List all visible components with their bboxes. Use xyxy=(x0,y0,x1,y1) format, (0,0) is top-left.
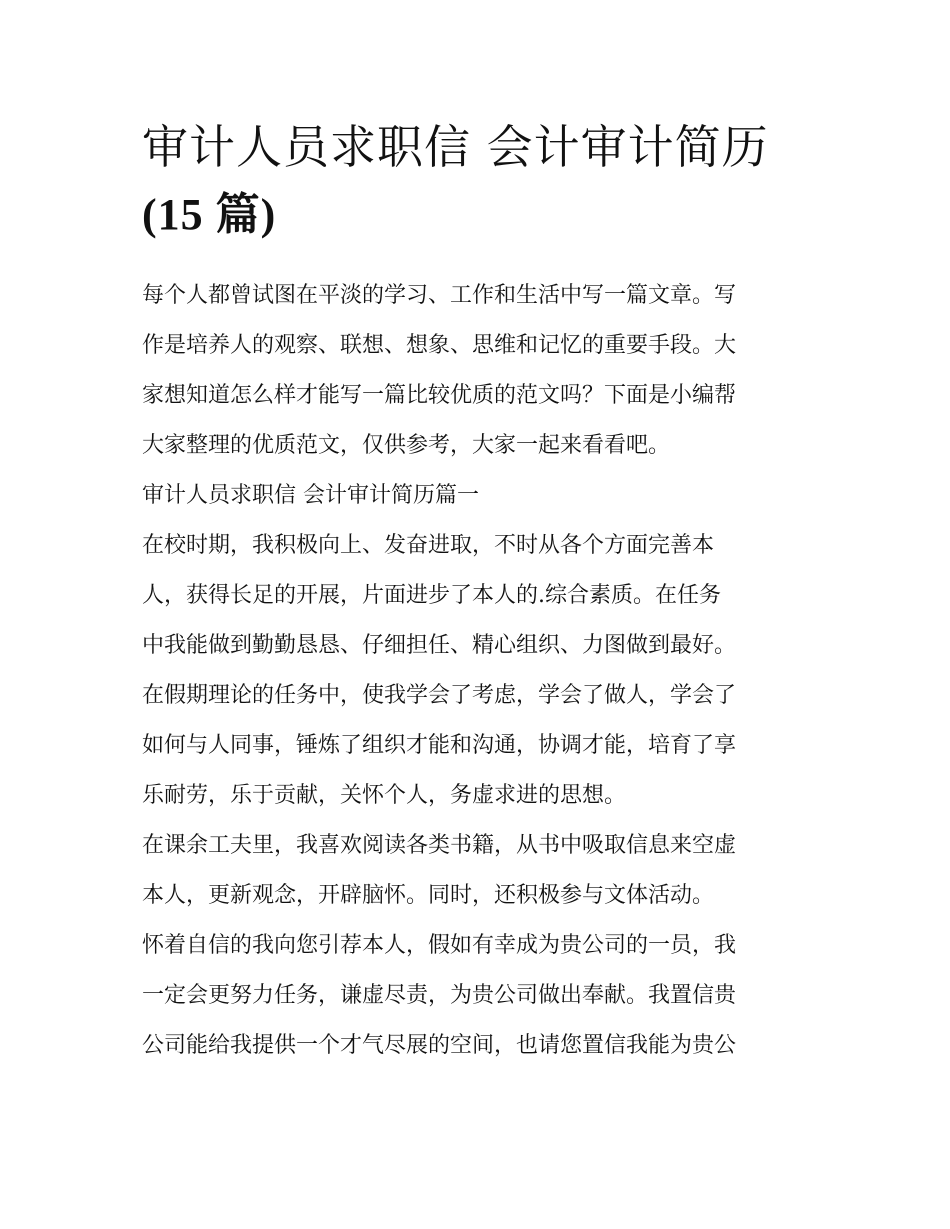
section-heading xyxy=(142,471,822,521)
text-line: 大家整理的优质范文，仅供参考，大家一起来看看吧。 xyxy=(142,433,671,458)
text-line: 审计人员求职信 会计审计简历篇一 xyxy=(142,483,479,508)
text-line: 本人，更新观念，开辟脑怀。同时，还积极参与文体活动。 xyxy=(142,883,715,908)
text-line: 中我能做到勤勤恳恳、仔细担任、精心组织、力图做到最好。 xyxy=(142,633,737,658)
text-line: 每个人都曾试图在平淡的学习、工作和生活中写一篇文章。写 xyxy=(142,283,737,308)
text-line: 一定会更努力任务，谦虚尽责，为贵公司做出奉献。我置信贵 xyxy=(142,983,737,1008)
text-line: 在校时期，我积极向上、发奋进取，不时从各个方面完善本 xyxy=(142,533,715,558)
intro-paragraph xyxy=(142,271,822,471)
text-line: 作是培养人的观察、联想、想象、思维和记忆的重要手段。大 xyxy=(142,333,737,358)
title-line: 审计人员求职信 会计审计简历 xyxy=(142,120,769,174)
text-line: 怀着自信的我向您引荐本人，假如有幸成为贵公司的一员，我 xyxy=(142,933,737,958)
body-paragraph xyxy=(142,921,822,1071)
text-line: 乐耐劳，乐于贡献，关怀个人，务虚求进的思想。 xyxy=(142,783,627,808)
text-line: 公司能给我提供一个才气尽展的空间，也请您置信我能为贵公 xyxy=(142,1033,737,1058)
title-line: (15 篇) xyxy=(142,190,277,239)
document-body xyxy=(142,271,822,1071)
body-paragraph xyxy=(142,521,822,821)
text-line: 在假期理论的任务中，使我学会了考虑，学会了做人，学会了 xyxy=(142,683,737,708)
text-line: 在课余工夫里，我喜欢阅读各类书籍，从书中吸取信息来空虚 xyxy=(142,833,737,858)
document-content xyxy=(142,113,822,1071)
document-title xyxy=(142,113,822,249)
text-line: 如何与人同事，锤炼了组织才能和沟通，协调才能，培育了享 xyxy=(142,733,737,758)
text-line: 家想知道怎么样才能写一篇比较优质的范文吗？下面是小编帮 xyxy=(142,383,737,408)
text-line: 人，获得长足的开展，片面进步了本人的.综合素质。在任务 xyxy=(142,583,721,608)
body-paragraph xyxy=(142,821,822,921)
